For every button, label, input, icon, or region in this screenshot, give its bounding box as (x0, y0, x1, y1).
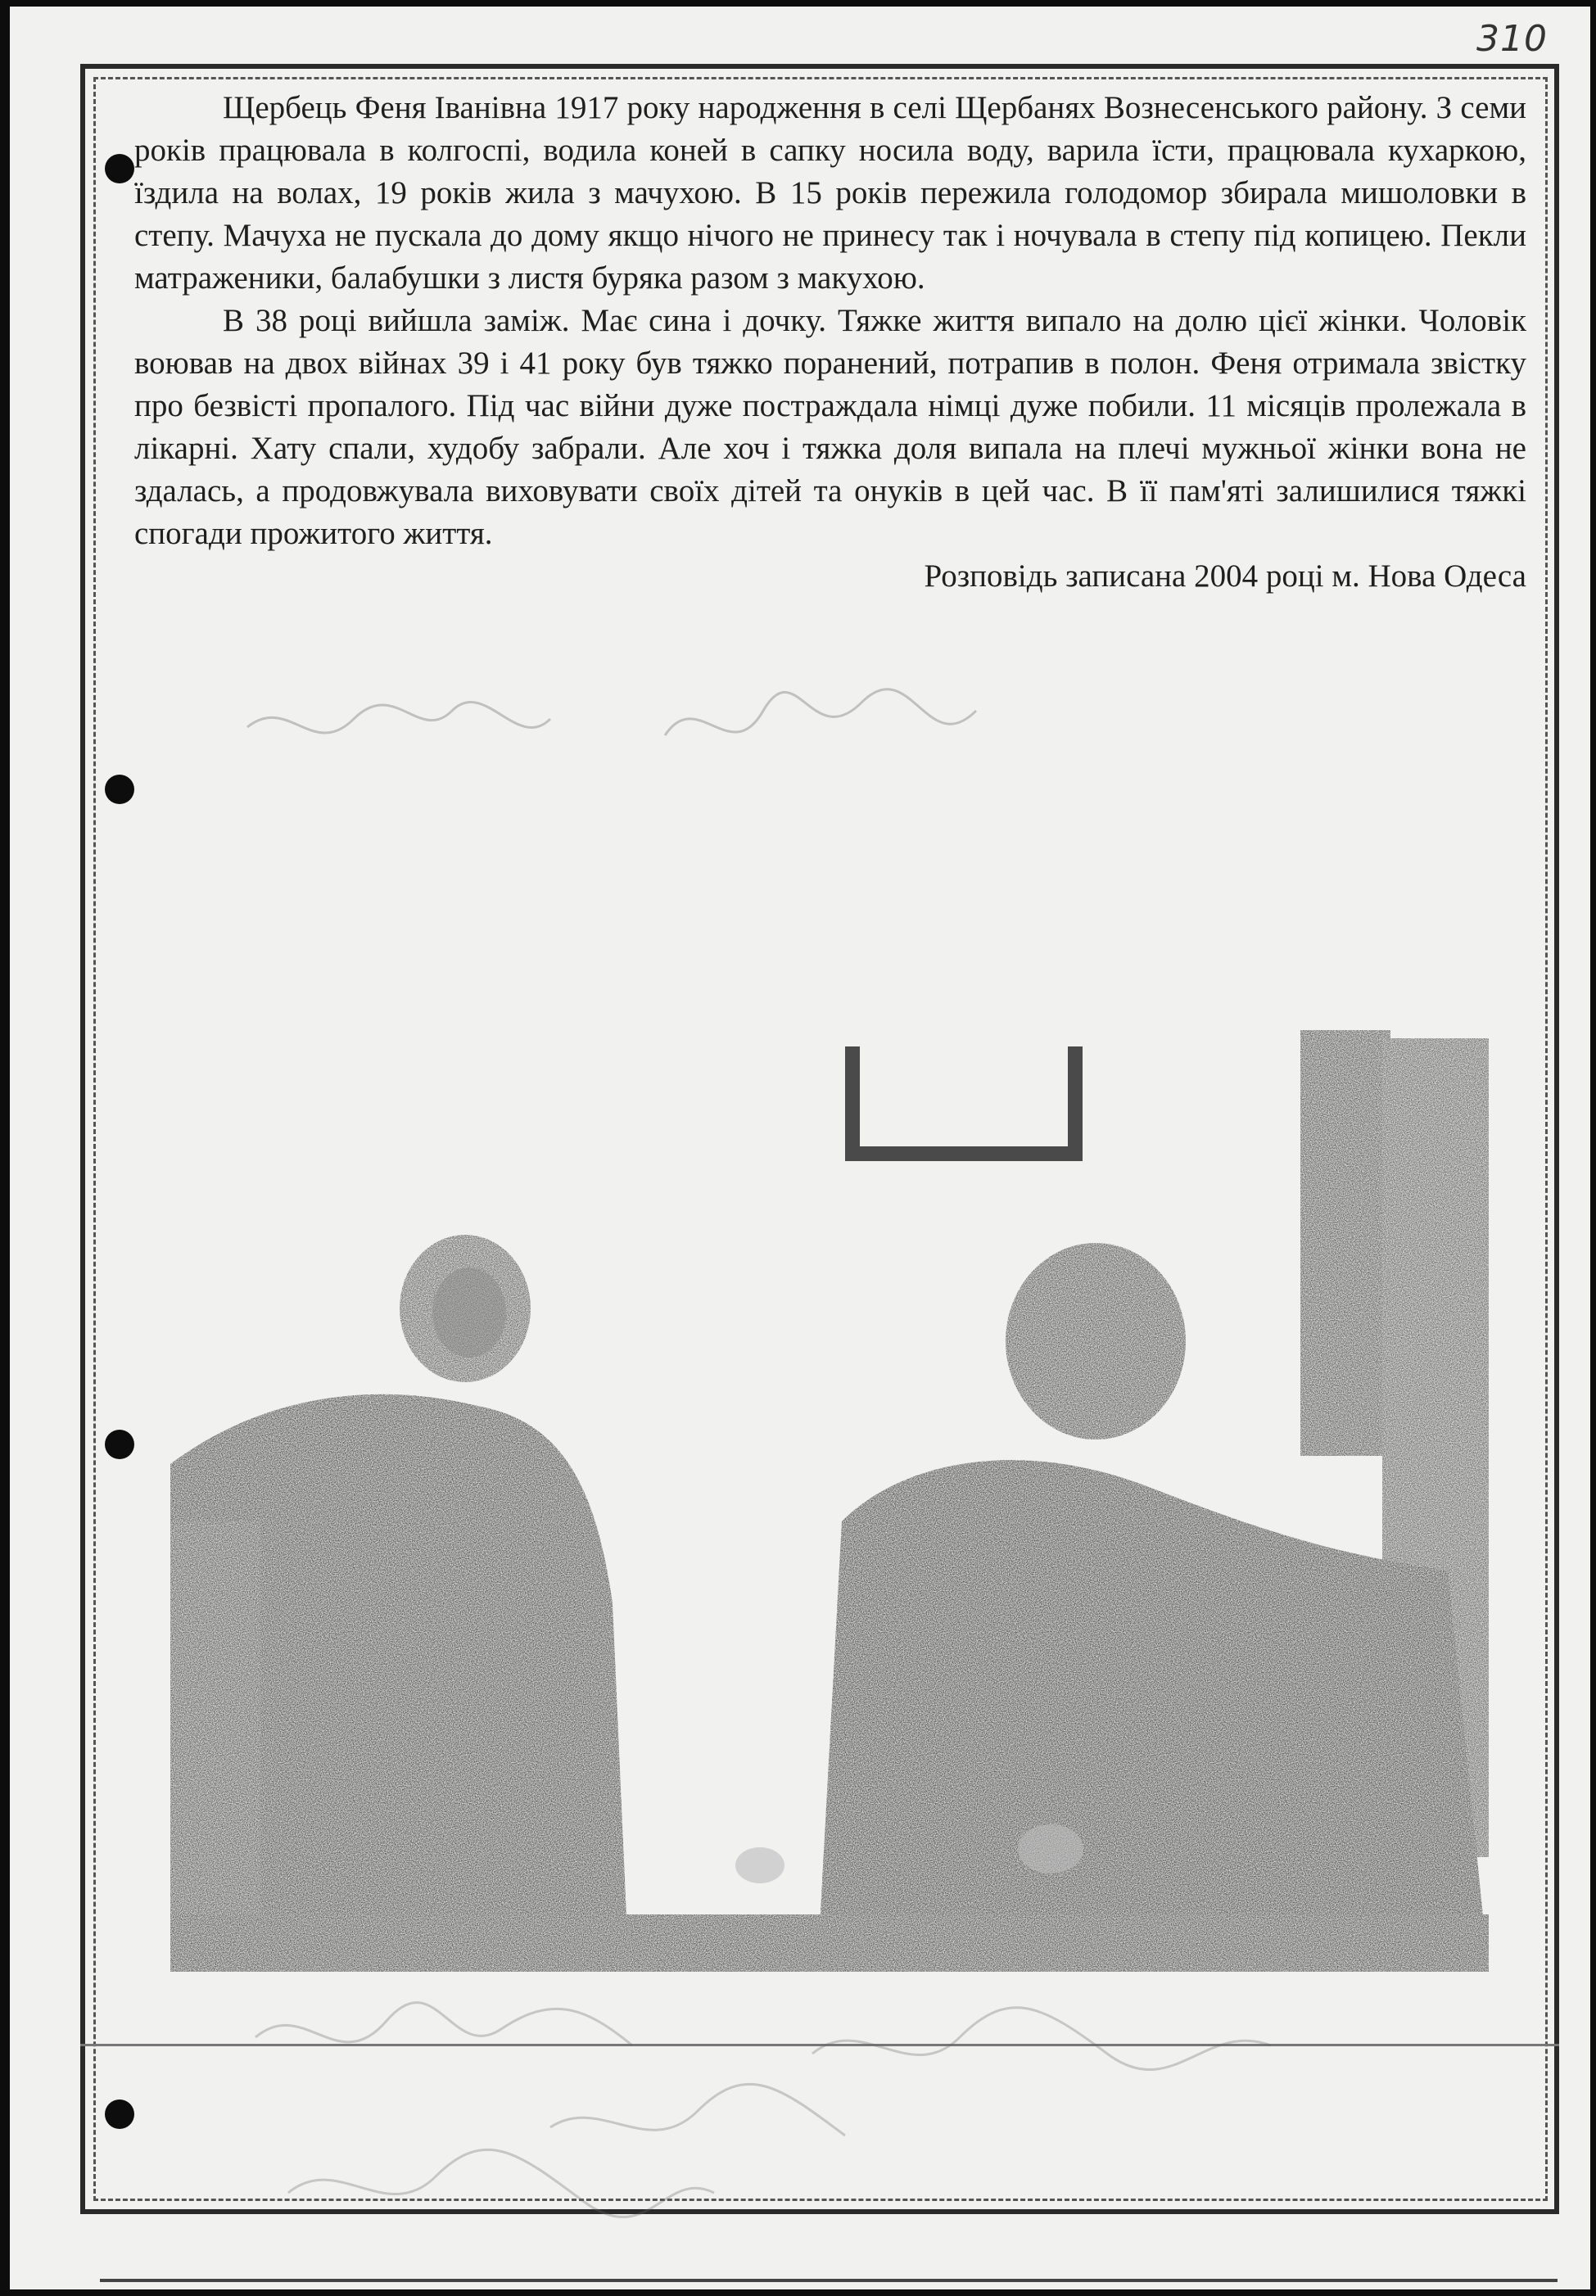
story-paragraph-2: В 38 році вийшла заміж. Має сина і дочку. Тяжке життя випало на долю цієї жінки. Чоловік воював на двох війнах 39 і 41 року був тяжко поранений, потрапив в полон. Феня отримала звістку про безвісті пропалого. Під час війни дуже постраждала німці дуже побили. 11 місяців пролежала в лікарні. Хату спали, худобу забрали. Але хоч і тяжка доля випала на плечі мужньої жінки вона не здалась, а продовжувала виховувати своїх дітей та онуків в цей час. В її пам'яті залишилися тяжкі спогади прожитого життя. (134, 303, 1526, 551)
page-number: 310 (1476, 18, 1548, 60)
scan-edge (100, 2279, 1558, 2282)
punch-hole (105, 154, 134, 183)
story-text (134, 87, 1526, 598)
story-attribution: Розповідь записана 2004 році м. Нова Одеса (924, 558, 1526, 594)
document-sheet (10, 7, 1590, 2289)
story-paragraph-1: Щербець Феня Іванівна 1917 року народження в селі Щербанях Вознесенського району. З семи років працювала в колгоспі, водила коней в сапку носила воду, варила їсти, працювала кухаркою, їздила на волах, 19 років жила з мачухою. В 15 років пережила голодомор збирала мишоловки в степу. Мачуха не пускала до дому якщо нічого не принесу так і ночувала в степу під копицею. Пекли матраженики, балабушки з листя буряка разом з макухою. (134, 90, 1526, 296)
punch-hole (105, 775, 134, 804)
photocopied-photo (170, 1030, 1489, 1972)
faint-handwriting (239, 1988, 1467, 2234)
punch-hole (105, 1430, 134, 1459)
punch-hole (105, 2099, 134, 2129)
faint-handwriting (239, 678, 1091, 776)
